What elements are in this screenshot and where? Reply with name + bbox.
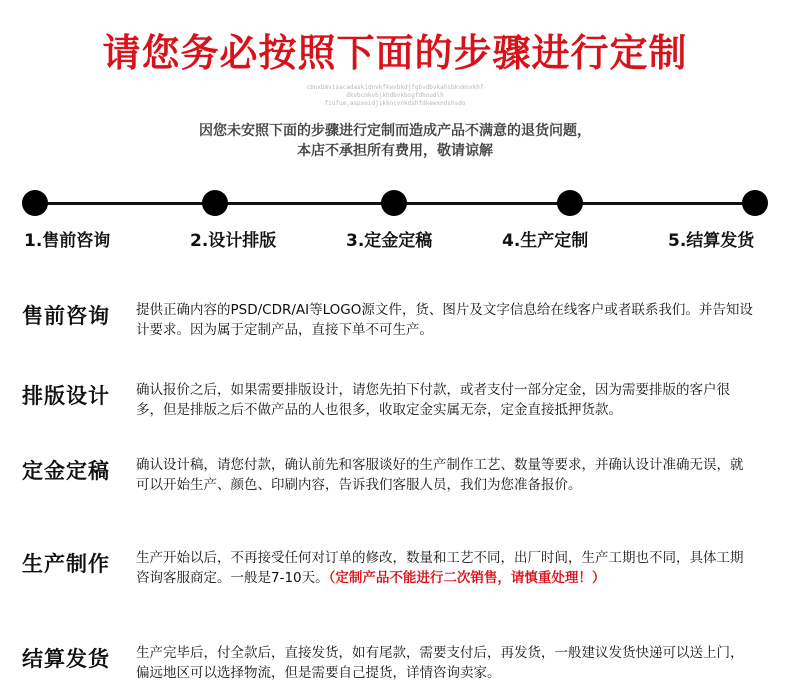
page-title: 请您务必按照下面的步骤进行定制	[102, 31, 688, 75]
section-heading: 生产制作	[22, 552, 110, 576]
decorative-text-block	[200, 84, 590, 108]
step-4-dot	[557, 190, 583, 216]
section-text	[136, 455, 756, 495]
section-text	[136, 548, 756, 588]
section-text	[136, 380, 756, 420]
section-text	[136, 300, 756, 340]
section-text-main: 确认报价之后，如果需要排版设计，请您先拍下付款，或者支付一部分定金，因为需要排版的客户很多，但是排版之后不做产品的人也很多，收取定金实属无奈，定金直接抵押货款。	[136, 382, 730, 418]
decorative-text-line: fiufue,aspxeidjikkncvnkdshfdkewxndshsdo	[324, 100, 466, 107]
step-2-dot	[202, 190, 228, 216]
section-text-main: 生产开始以后，不再接受任何对订单的修改，数量和工艺不同，出厂时间，生产工期也不同，具体工期咨询客服商定。一般是7-10天。	[136, 550, 744, 586]
step-1-dot	[22, 190, 48, 216]
section-text	[136, 643, 756, 683]
step-2-label: 2.设计排版	[190, 231, 277, 251]
notice-line-1: 因您未安照下面的步骤进行定制而造成产品不满意的退货问题，	[199, 123, 591, 139]
decorative-text-line: cbnxbmvisacadaskidnvkfkwvbkdjfgbvdbvkahsbkvmnvkhf	[306, 84, 484, 91]
refund-notice	[0, 121, 790, 161]
section-warning: （定制产品不能进行二次销售，请慎重处理！）	[328, 570, 606, 586]
section-heading: 结算发货	[22, 647, 110, 671]
section-heading: 排版设计	[22, 384, 110, 408]
section-heading: 售前咨询	[22, 304, 110, 328]
step-3-label: 3.定金定稿	[346, 231, 433, 251]
step-5-dot	[742, 190, 768, 216]
decorative-text-line: dkvbcmkvbjkhdbvkbsgfdhoudlh	[346, 92, 444, 99]
section-heading: 定金定稿	[22, 459, 110, 483]
step-3-dot	[381, 190, 407, 216]
step-4-label: 4.生产定制	[502, 231, 589, 251]
section-text-main: 提供正确内容的PSD/CDR/AI等LOGO源文件，货、图片及文字信息给在线客户或者联系我们。并告知设计要求。因为属于定制产品，直接下单不可生产。	[136, 302, 753, 338]
section-text-main: 确认设计稿，请您付款，确认前先和客服谈好的生产制作工艺、数量等要求，并确认设计准确无误，就可以开始生产、颜色、印刷内容，告诉我们客服人员，我们为您准备报价。	[136, 457, 744, 493]
section-text-main: 生产完毕后，付全款后，直接发货，如有尾款，需要支付后，再发货，一般建议发货快递可以送上门，偏远地区可以选择物流，但是需要自己提货，详情咨询卖家。	[136, 645, 744, 681]
step-5-label: 5.结算发货	[668, 231, 755, 251]
step-1-label: 1.售前咨询	[24, 231, 111, 251]
notice-line-2: 本店不承担所有费用，敬请谅解	[297, 143, 493, 159]
